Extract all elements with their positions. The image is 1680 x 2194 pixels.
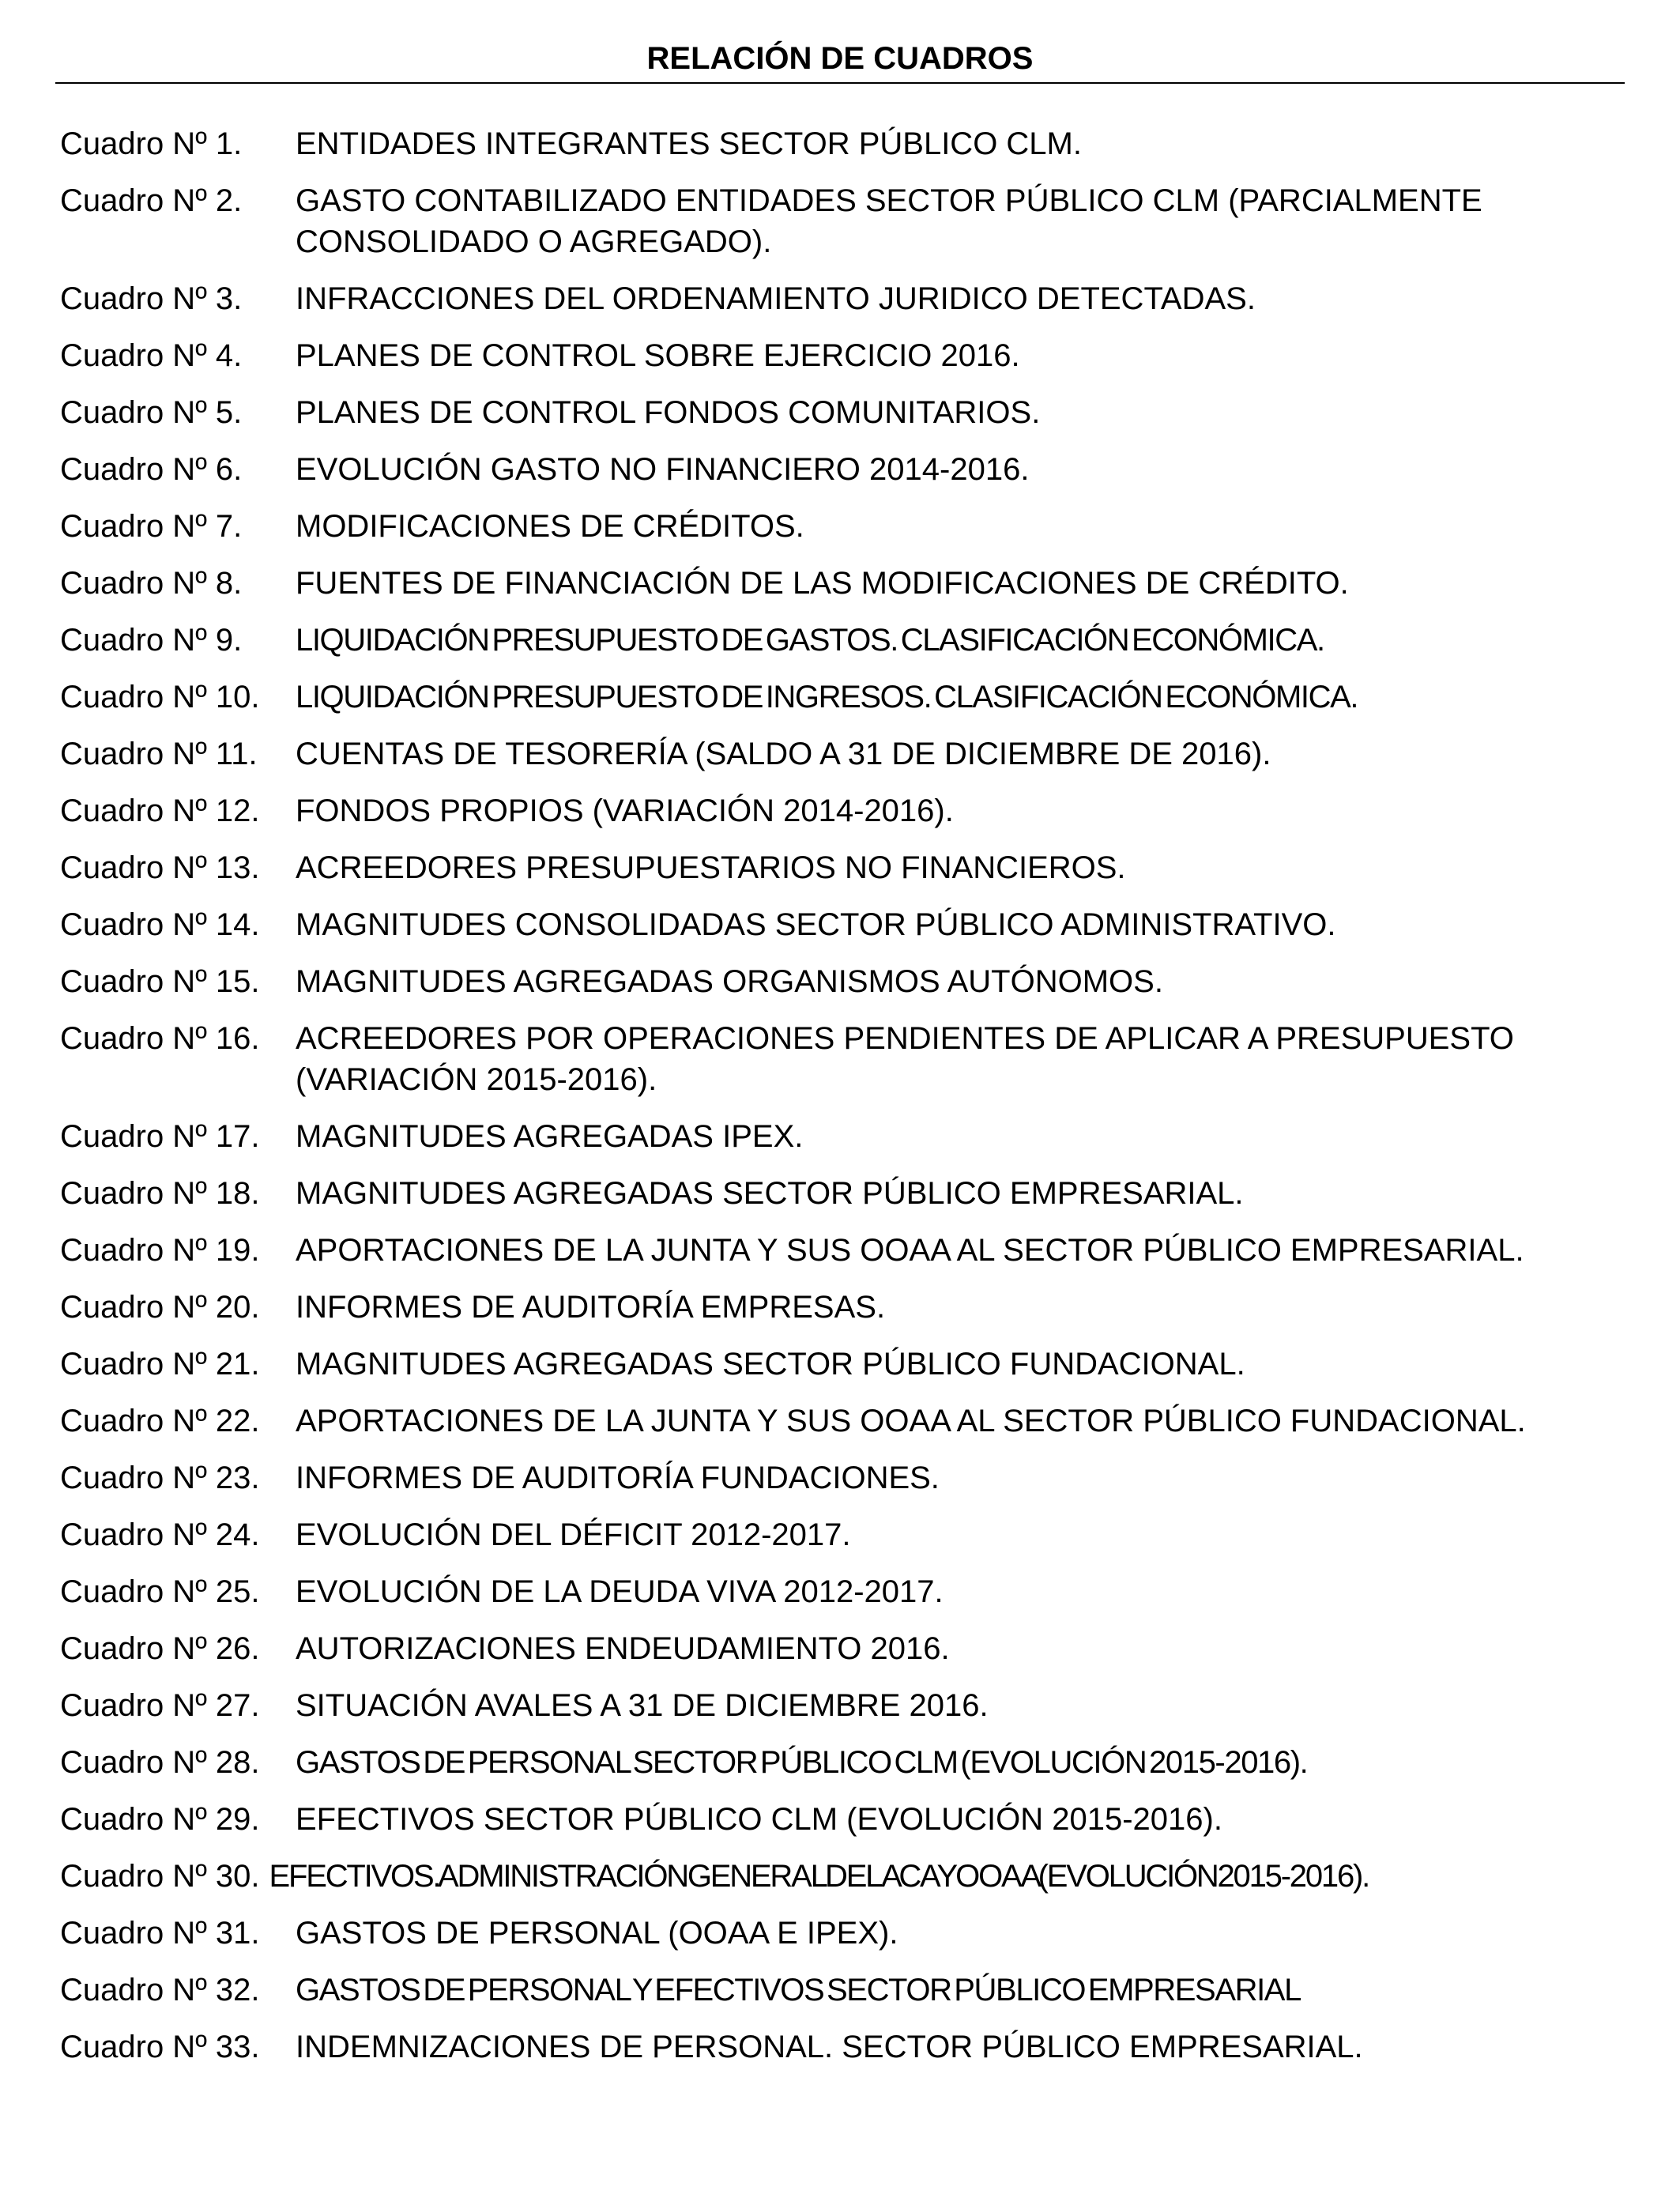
cuadro-title: EVOLUCIÓN DEL DÉFICIT 2012-2017. [296, 1517, 851, 1552]
cuadro-number: Cuadro Nº 33. [60, 2030, 260, 2064]
cuadro-title: MODIFICACIONES DE CRÉDITOS. [296, 509, 804, 544]
cuadro-number: Cuadro Nº 23. [60, 1461, 260, 1495]
cuadro-title: INFORMES DE AUDITORÍA EMPRESAS. [296, 1290, 886, 1325]
cuadro-number: Cuadro Nº 19. [60, 1233, 260, 1268]
cuadro-number: Cuadro Nº 11. [60, 737, 258, 771]
list-item [60, 392, 1664, 433]
cuadro-number: Cuadro Nº 2. [60, 183, 243, 218]
cuadro-number: Cuadro Nº 31. [60, 1916, 260, 1951]
cuadro-number: Cuadro Nº 25. [60, 1574, 260, 1609]
cuadro-number: Cuadro Nº 8. [60, 566, 243, 601]
list-item [60, 278, 1664, 319]
list-item [60, 961, 1664, 1002]
cuadro-title: APORTACIONES DE LA JUNTA Y SUS OOAA AL SECTOR PÚBLICO EMPRESARIAL. [296, 1233, 1524, 1268]
cuadro-title: GASTO CONTABILIZADO ENTIDADES SECTOR PÚBLICO CLM (PARCIALMENTE CONSOLIDADO O AGREGADO). [296, 183, 1482, 259]
cuadro-title: FONDOS PROPIOS (VARIACIÓN 2014-2016). [296, 794, 954, 828]
cuadro-number: Cuadro Nº 22. [60, 1404, 260, 1438]
cuadro-title: FUENTES DE FINANCIACIÓN DE LAS MODIFICACIONES DE CRÉDITO. [296, 566, 1349, 601]
list-item [60, 1116, 1664, 1157]
cuadro-number: Cuadro Nº 32. [60, 1973, 260, 2007]
cuadro-number: Cuadro Nº 13. [60, 850, 260, 885]
list-item [60, 1571, 1664, 1612]
cuadro-number: Cuadro Nº 29. [60, 1802, 260, 1837]
list-item [60, 1400, 1664, 1442]
list-item [60, 904, 1664, 945]
list-item [60, 1457, 1664, 1498]
cuadros-list [60, 123, 1664, 2083]
cuadro-title: MAGNITUDES AGREGADAS SECTOR PÚBLICO FUNDACIONAL. [296, 1347, 1245, 1382]
list-item [60, 1628, 1664, 1669]
cuadro-title: LIQUIDACIÓN PRESUPUESTO DE GASTOS. CLASIFICACIÓN ECONÓMICA. [296, 623, 1324, 658]
cuadro-title: LIQUIDACIÓN PRESUPUESTO DE INGRESOS. CLASIFICACIÓN ECONÓMICA. [296, 680, 1358, 714]
cuadro-title: APORTACIONES DE LA JUNTA Y SUS OOAA AL SECTOR PÚBLICO FUNDACIONAL. [296, 1404, 1526, 1438]
cuadro-number: Cuadro Nº 12. [60, 794, 260, 828]
list-item [60, 1742, 1664, 1783]
cuadro-number: Cuadro Nº 20. [60, 1290, 260, 1325]
cuadro-number: Cuadro Nº 7. [60, 509, 243, 544]
list-item [60, 2026, 1664, 2068]
cuadro-title: MAGNITUDES AGREGADAS SECTOR PÚBLICO EMPRESARIAL. [296, 1176, 1244, 1211]
cuadro-number: Cuadro Nº 1. [60, 126, 243, 161]
cuadro-number: Cuadro Nº 5. [60, 395, 243, 430]
cuadro-title: PLANES DE CONTROL SOBRE EJERCICIO 2016. [296, 338, 1020, 373]
list-item [60, 180, 1664, 262]
list-item [60, 1173, 1664, 1214]
list-item [60, 1344, 1664, 1385]
list-item [60, 677, 1664, 718]
cuadro-title: EFECTIVOS. ADMINISTRACIÓN GENERAL DE LA CA Y OOAA (EVOLUCIÓN 2015-2016). [269, 1859, 1369, 1894]
cuadro-number: Cuadro Nº 28. [60, 1745, 260, 1780]
list-item [60, 1913, 1664, 1954]
list-item [60, 506, 1664, 547]
cuadro-title: SITUACIÓN AVALES A 31 DE DICIEMBRE 2016. [296, 1688, 989, 1723]
cuadro-title: ENTIDADES INTEGRANTES SECTOR PÚBLICO CLM. [296, 126, 1082, 161]
page-title: RELACIÓN DE CUADROS [646, 41, 1034, 76]
list-item [60, 1685, 1664, 1726]
list-item [60, 1287, 1664, 1328]
cuadro-title: EFECTIVOS SECTOR PÚBLICO CLM (EVOLUCIÓN 2015-2016). [296, 1802, 1222, 1837]
cuadro-number: Cuadro Nº 3. [60, 281, 243, 316]
cuadro-number: Cuadro Nº 16. [60, 1021, 260, 1056]
cuadro-title: ACREEDORES PRESUPUESTARIOS NO FINANCIEROS. [296, 850, 1126, 885]
cuadro-number: Cuadro Nº 9. [60, 623, 243, 658]
cuadro-number: Cuadro Nº 18. [60, 1176, 260, 1211]
cuadro-title: MAGNITUDES CONSOLIDADAS SECTOR PÚBLICO ADMINISTRATIVO. [296, 907, 1336, 942]
cuadro-number: Cuadro Nº 26. [60, 1631, 260, 1666]
title-divider [55, 82, 1625, 84]
list-item [60, 620, 1664, 661]
cuadro-title: GASTOS DE PERSONAL Y EFECTIVOS SECTOR PÚBLICO EMPRESARIAL [296, 1973, 1301, 2007]
cuadro-title: MAGNITUDES AGREGADAS IPEX. [296, 1119, 804, 1154]
cuadro-number: Cuadro Nº 4. [60, 338, 243, 373]
cuadro-number: Cuadro Nº 10. [60, 680, 260, 714]
cuadro-number: Cuadro Nº 15. [60, 964, 260, 999]
list-item [60, 1856, 1664, 1897]
list-item [60, 123, 1664, 164]
cuadro-number: Cuadro Nº 17. [60, 1119, 260, 1154]
cuadro-title: GASTOS DE PERSONAL SECTOR PÚBLICO CLM (EVOLUCIÓN 2015-2016). [296, 1745, 1308, 1780]
cuadro-number: Cuadro Nº 21. [60, 1347, 260, 1382]
cuadro-title: ACREEDORES POR OPERACIONES PENDIENTES DE APLICAR A PRESUPUESTO (VARIACIÓN 2015-2016). [296, 1021, 1514, 1097]
list-item [60, 1018, 1664, 1100]
cuadro-title: GASTOS DE PERSONAL (OOAA E IPEX). [296, 1916, 898, 1951]
list-item [60, 733, 1664, 775]
list-item [60, 1799, 1664, 1840]
list-item [60, 1230, 1664, 1271]
cuadro-title: INDEMNIZACIONES DE PERSONAL. SECTOR PÚBLICO EMPRESARIAL. [296, 2030, 1363, 2064]
list-item [60, 790, 1664, 831]
cuadro-title: AUTORIZACIONES ENDEUDAMIENTO 2016. [296, 1631, 950, 1666]
list-item [60, 449, 1664, 490]
cuadro-number: Cuadro Nº 27. [60, 1688, 260, 1723]
cuadro-title: EVOLUCIÓN DE LA DEUDA VIVA 2012-2017. [296, 1574, 944, 1609]
list-item [60, 1514, 1664, 1555]
cuadro-title: INFORMES DE AUDITORÍA FUNDACIONES. [296, 1461, 940, 1495]
cuadro-number: Cuadro Nº 14. [60, 907, 260, 942]
cuadro-title: INFRACCIONES DEL ORDENAMIENTO JURIDICO DETECTADAS. [296, 281, 1256, 316]
cuadro-title: EVOLUCIÓN GASTO NO FINANCIERO 2014-2016. [296, 452, 1030, 487]
cuadro-number: Cuadro Nº 30. [60, 1859, 260, 1894]
cuadro-title: PLANES DE CONTROL FONDOS COMUNITARIOS. [296, 395, 1041, 430]
cuadro-title: MAGNITUDES AGREGADAS ORGANISMOS AUTÓNOMOS. [296, 964, 1163, 999]
cuadro-number: Cuadro Nº 24. [60, 1517, 260, 1552]
cuadro-title: CUENTAS DE TESORERÍA (SALDO A 31 DE DICIEMBRE DE 2016). [296, 737, 1271, 771]
cuadro-number: Cuadro Nº 6. [60, 452, 243, 487]
list-item [60, 847, 1664, 888]
list-item [60, 1970, 1664, 2011]
list-item [60, 563, 1664, 604]
list-item [60, 335, 1664, 376]
